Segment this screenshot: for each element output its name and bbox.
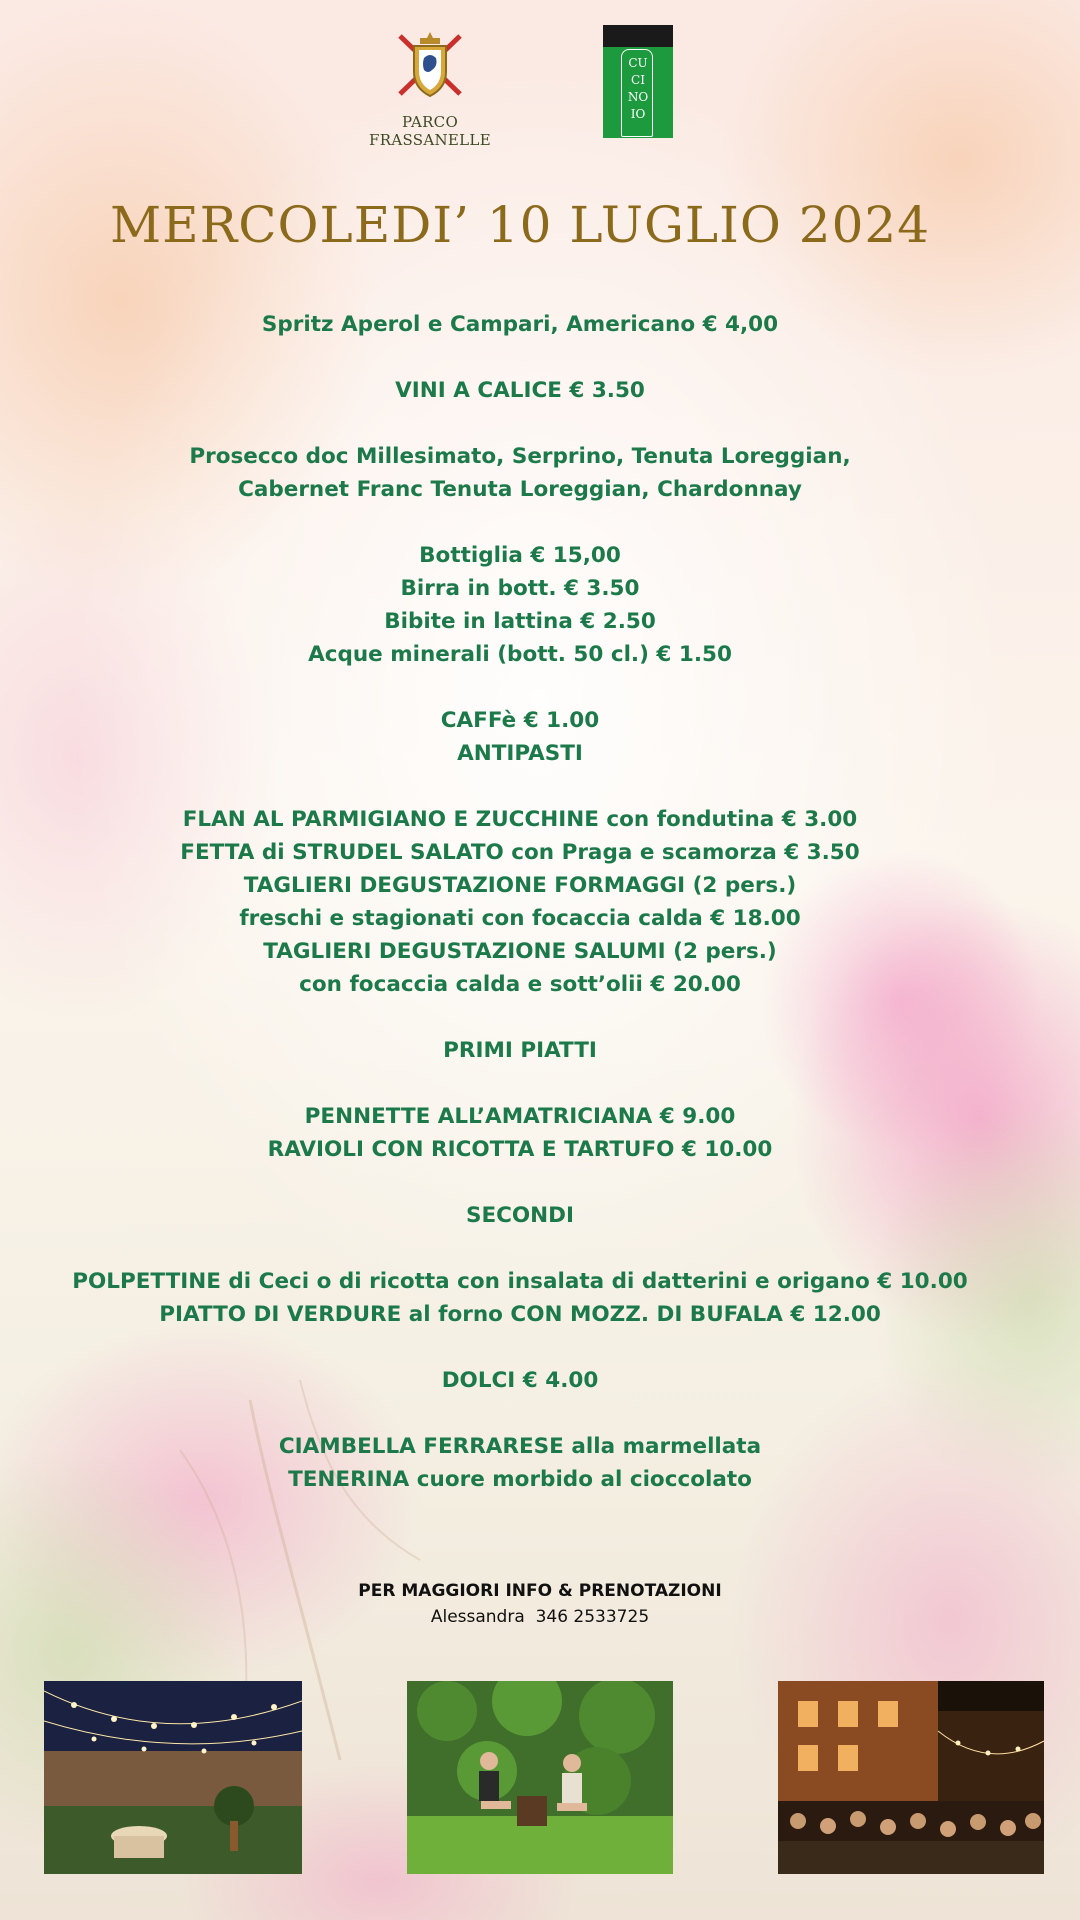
menu-line: Bottiglia € 15,00	[419, 543, 621, 568]
info-contact: Alessandra 346 2533725	[430, 1607, 650, 1627]
menu-spacer	[20, 1397, 1020, 1430]
info-title: PER MAGGIORI INFO & PRENOTAZIONI	[358, 1581, 722, 1601]
menu-line: Prosecco doc Millesimato, Serprino, Tenuta Loreggian,	[189, 444, 851, 469]
menu-spacer	[20, 671, 1020, 704]
menu-spacer	[20, 1067, 1020, 1100]
menu-spacer	[20, 341, 1020, 374]
menu-line: FETTA di STRUDEL SALATO con Praga e scamorza € 3.50	[180, 840, 860, 865]
parco-frassanelle-logo	[350, 24, 510, 149]
menu-spacer	[20, 1166, 1020, 1199]
event-date-title: MERCOLEDI’ 10 LUGLIO 2024	[109, 196, 931, 254]
parco-frassanelle-name: PARCO FRASSANELLE	[369, 113, 491, 149]
menu-list	[20, 308, 1020, 1496]
menu-line: Cabernet Franc Tenuta Loreggian, Chardonnay	[238, 477, 802, 502]
menu-line: TENERINA cuore morbido al cioccolato	[288, 1467, 752, 1492]
menu-line: Bibite in lattina € 2.50	[384, 609, 656, 634]
menu-spacer	[20, 407, 1020, 440]
menu-line: CIAMBELLA FERRARESE alla marmellata	[278, 1434, 762, 1459]
menu-line: VINI A CALICE € 3.50	[395, 378, 645, 403]
menu-spacer	[20, 770, 1020, 803]
menu-line: POLPETTINE di Ceci o di ricotta con insalata di datterini e origano € 10.00	[72, 1269, 968, 1294]
photo-people-in-garden	[407, 1681, 673, 1874]
menu-line: CAFFè € 1.00	[440, 708, 600, 733]
cucinoio-logo	[603, 25, 673, 138]
menu-line: PENNETTE ALL’AMATRICIANA € 9.00	[304, 1104, 736, 1129]
coat-of-arms-icon	[394, 24, 466, 104]
menu-line: DOLCI € 4.00	[441, 1368, 599, 1393]
menu-line: con focaccia calda e sott’olii € 20.00	[299, 972, 741, 997]
menu-spacer	[20, 506, 1020, 539]
menu-line: PRIMI PIATTI	[443, 1038, 597, 1063]
menu-line: PIATTO DI VERDURE al forno CON MOZZ. DI BUFALA € 12.00	[159, 1302, 881, 1327]
menu-line: TAGLIERI DEGUSTAZIONE SALUMI (2 pers.)	[263, 939, 777, 964]
menu-line: freschi e stagionati con focaccia calda € 18.00	[239, 906, 801, 931]
menu-line: SECONDI	[465, 1203, 575, 1228]
menu-line: TAGLIERI DEGUSTAZIONE FORMAGGI (2 pers.)	[243, 873, 797, 898]
menu-spacer	[20, 1001, 1020, 1034]
menu-line: ANTIPASTI	[457, 741, 583, 766]
menu-line: Spritz Aperol e Campari, Americano € 4,00	[261, 312, 779, 337]
info-section	[0, 1578, 1080, 1630]
photo-courtyard-string-lights	[44, 1681, 302, 1874]
photo-evening-crowd	[778, 1681, 1044, 1874]
menu-spacer	[20, 1232, 1020, 1265]
menu-line: FLAN AL PARMIGIANO E ZUCCHINE con fondutina € 3.00	[182, 807, 858, 832]
cucinoio-logo-text: CU CI NO IO	[627, 56, 649, 121]
menu-line: Acque minerali (bott. 50 cl.) € 1.50	[308, 642, 732, 667]
menu-line: Birra in bott. € 3.50	[400, 576, 640, 601]
menu-line: RAVIOLI CON RICOTTA E TARTUFO € 10.00	[267, 1137, 773, 1162]
menu-spacer	[20, 1331, 1020, 1364]
